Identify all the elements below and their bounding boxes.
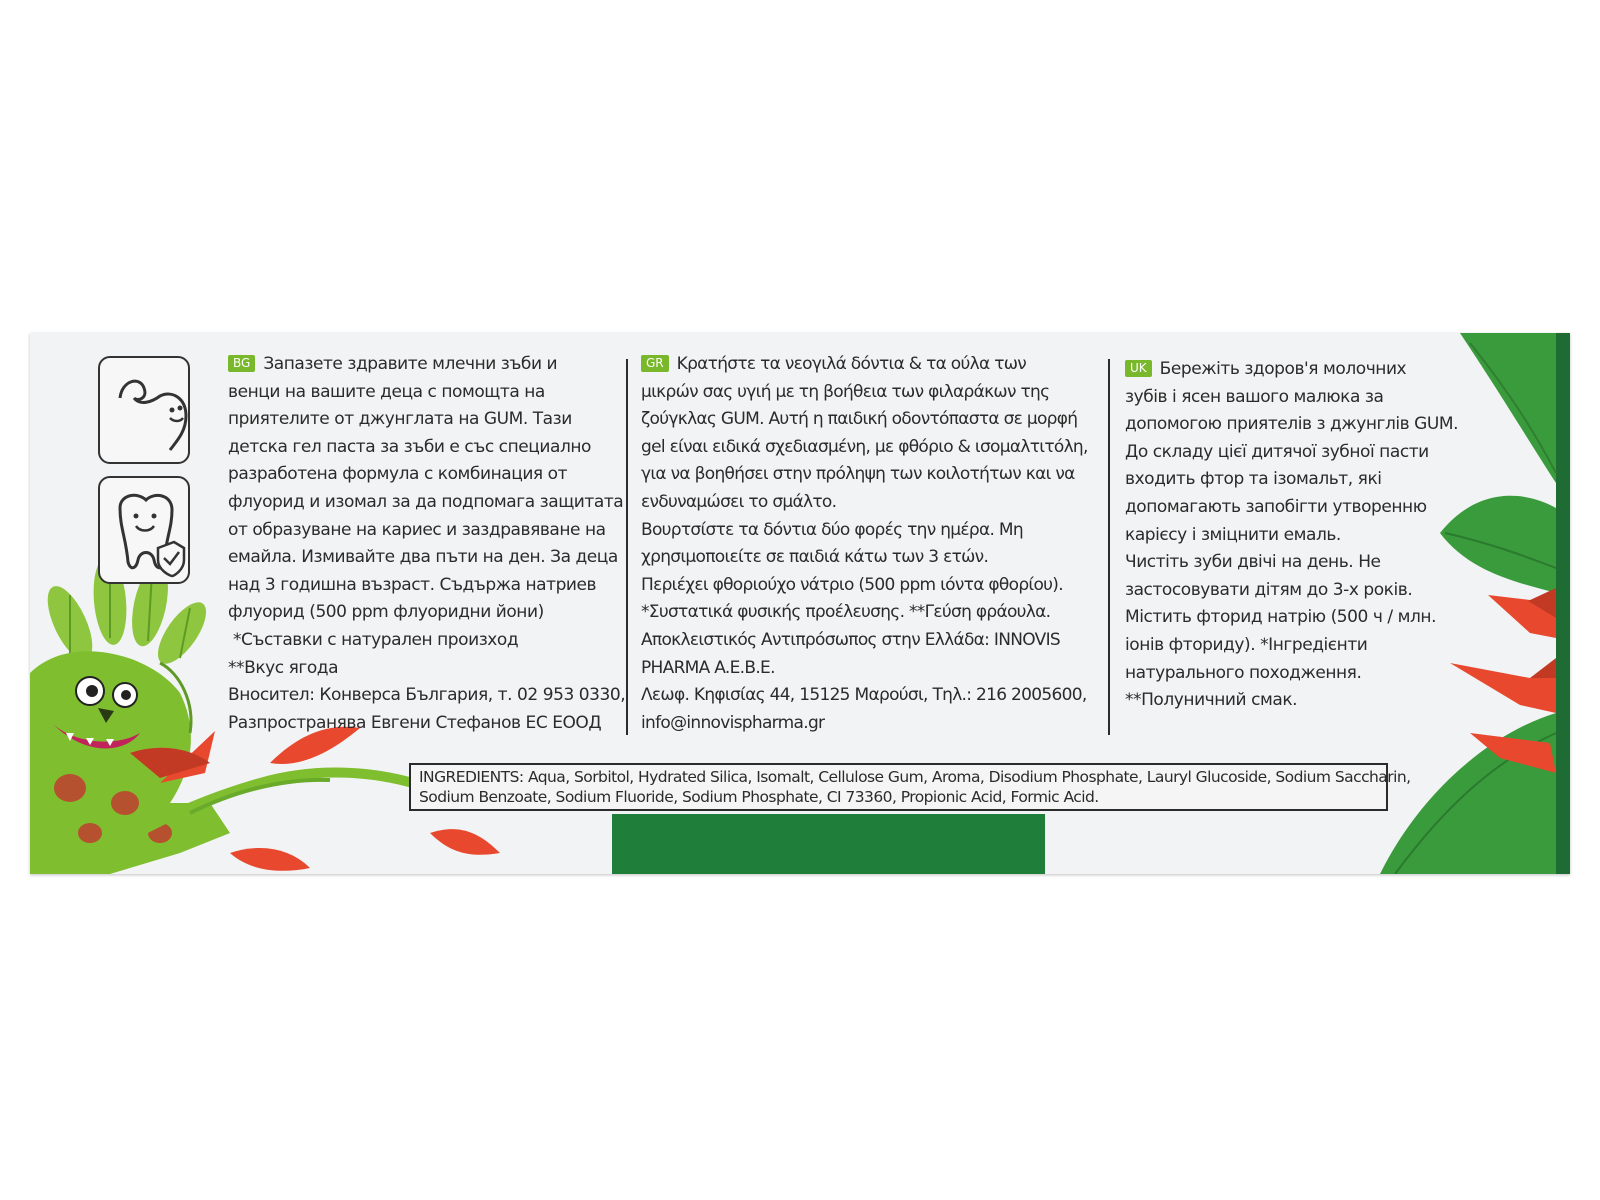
text-line: флуорид (500 ppm флуоридни йони)	[228, 602, 544, 623]
text-line: детска гел паста за зъби е със специално	[228, 436, 591, 457]
text-line: карієсу і зміцнити емаль.	[1125, 524, 1341, 545]
text-line: зубів і ясен вашого малюка за	[1125, 386, 1384, 407]
text-line: **Полуничний смак.	[1125, 690, 1298, 711]
text-line: До складу цієї дитячої зубної пасти	[1125, 441, 1429, 462]
text-line: емайла. Измивайте два пъти на ден. За деца	[228, 547, 618, 568]
text-line: μικρών σας υγιή με τη βοήθεια των φιλαράκων της	[641, 381, 1050, 402]
text-line: Разпространява Евгени Стефанов ЕС ЕООД	[228, 712, 602, 733]
column-divider	[1108, 359, 1110, 735]
language-badge-bg: BG	[228, 355, 255, 372]
ingredients-line: Sodium Benzoate, Sodium Fluoride, Sodium Phosphate, CI 73360, Propionic Acid, Formic Acid.	[419, 788, 1099, 806]
text-line: флуорид и изомал за да подпомага защитата	[228, 491, 624, 512]
uk-section	[1125, 356, 1458, 715]
text-line: χρησιμοποιείτε σε παιδιά κάτω των 3 ετών.	[641, 547, 989, 568]
text-line: PHARMA A.E.B.E.	[641, 657, 775, 678]
text-line: *Съставки с натурален произход	[228, 629, 519, 650]
strong-arm-icon	[98, 356, 190, 464]
text-line: приятелите от джунглата на GUM. Тази	[228, 409, 572, 430]
text-line: gel είναι ειδικά σχεδιασμένη, με φθόριο & ισομαλτιτόλη,	[641, 436, 1088, 457]
ingredients-box	[409, 763, 1411, 811]
text-line: венци на вашите деца с помощта на	[228, 381, 545, 402]
language-badge-gr: GR	[641, 355, 669, 372]
text-line: Κρατήστε τα νεογιλά δόντια & τα ούλα των	[676, 354, 1027, 374]
text-line: ενδυναμώσει το σμάλτο.	[641, 491, 837, 512]
green-flap-tab	[612, 814, 1045, 874]
text-line: допомогою приятелів з джунглів GUM.	[1125, 414, 1459, 435]
toothpaste-box-panel	[30, 333, 1570, 874]
text-line: info@innovispharma.gr	[641, 712, 825, 733]
text-line: от образуване на кариес и заздравяване на	[228, 519, 606, 540]
text-line: Περιέχει φθοριούχο νάτριο (500 ppm ιόντα φθορίου).	[641, 574, 1063, 595]
text-line: над 3 годишна възраст. Съдържа натриев	[228, 574, 597, 595]
text-line: ζούγκλας GUM. Αυτή η παιδική οδοντόπαστα σε μορφή	[641, 409, 1078, 430]
text-line: натурального походження.	[1125, 662, 1362, 683]
text-line: Λεωφ. Κηφισίας 44, 15125 Μαρούσι, Τηλ.: 216 2005600,	[641, 685, 1087, 706]
text-line: για να βοηθήσει στην πρόληψη των κοιλοτήτων και να	[641, 464, 1075, 485]
column-divider	[626, 359, 628, 735]
text-line: **Вкус ягода	[228, 657, 339, 678]
text-line: допомагають запобігти утворенню	[1125, 496, 1427, 517]
text-line: Запазете здравите млечни зъби и	[263, 354, 558, 374]
text-line: Αποκλειστικός Αντιπρόσωπος στην Ελλάδα: INNOVIS	[641, 629, 1060, 650]
text-line: Βουρτσίστε τα δόντια δύο φορές την ημέρα. Μη	[641, 519, 1023, 540]
gr-section	[641, 351, 1088, 737]
language-badge-uk: UK	[1125, 360, 1152, 377]
text-line: Вносител: Конверса България, т. 02 953 0330,	[228, 685, 626, 706]
bg-section	[228, 351, 625, 737]
text-line: Чистіть зуби двічі на день. Не	[1125, 552, 1381, 573]
ingredients-line: INGREDIENTS: Aqua, Sorbitol, Hydrated Silica, Isomalt, Cellulose Gum, Aroma, Disodium Phosphate, Lauryl Glucoside, Sodium Saccharin,	[419, 768, 1411, 786]
text-line: *Συστατικά φυσικής προέλευσης. **Γεύση φράουλα.	[641, 602, 1051, 623]
text-line: разработена формула с комбинация от	[228, 464, 568, 485]
text-line: іонів фториду). *Інгредієнти	[1125, 634, 1368, 655]
text-line: входить фтор та ізомальт, які	[1125, 469, 1382, 490]
text-line: Бережіть здоров'я молочних	[1159, 359, 1407, 379]
protected-tooth-icon	[98, 476, 190, 584]
text-line: Містить фторид натрію (500 ч / млн.	[1125, 607, 1437, 628]
text-line: застосовувати дітям до 3-х років.	[1125, 579, 1413, 600]
